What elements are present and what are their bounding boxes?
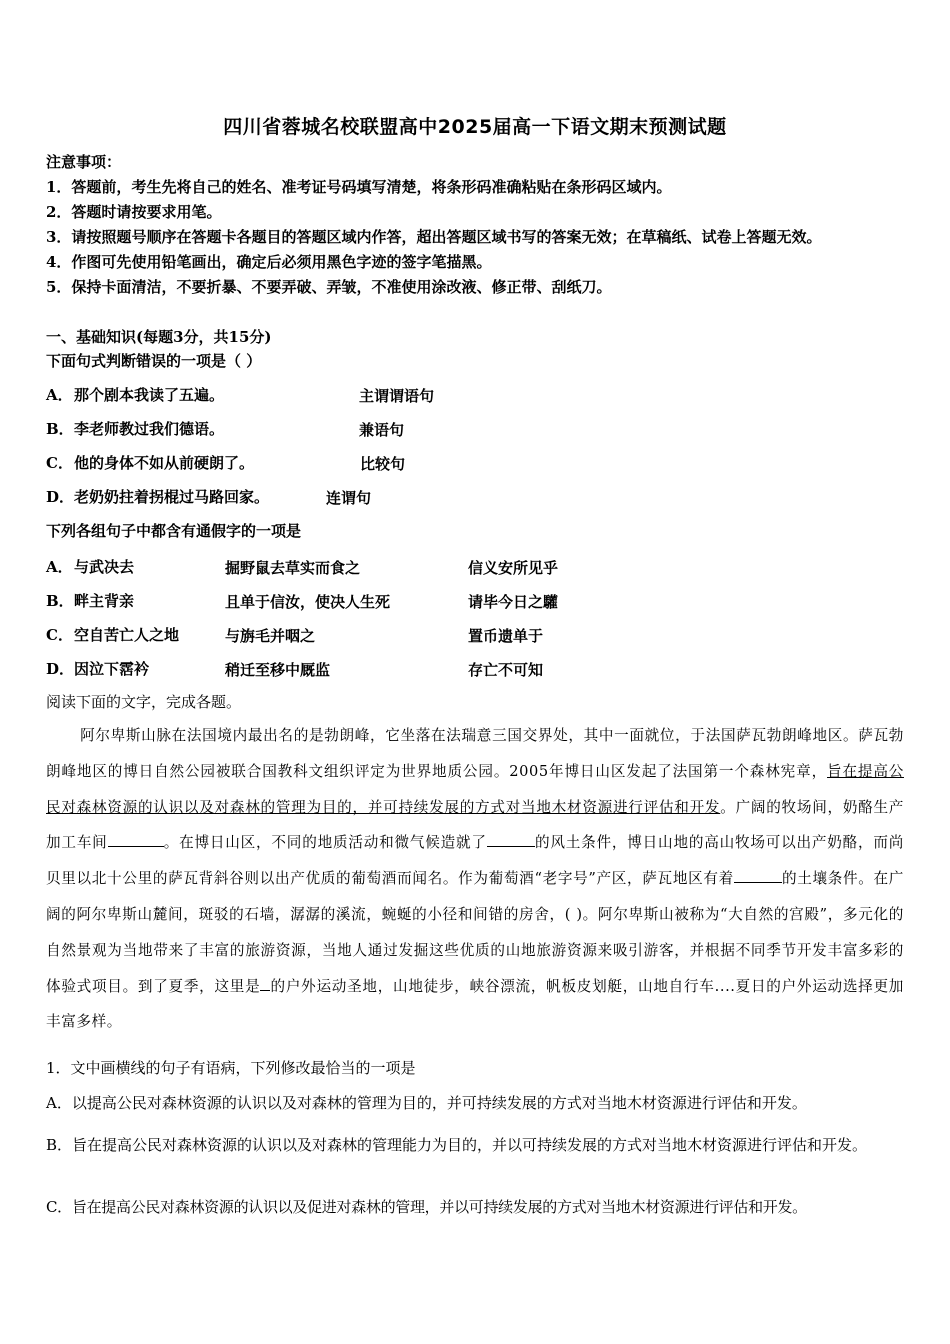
option-col3: 存亡不可知	[468, 661, 544, 679]
passage-text: 的户外运动圣地，山地徒步，峡谷漂流，帆板皮划艇，山地自行车....夏日的户外运动选择更加丰富多样。	[46, 977, 904, 1031]
option-row	[46, 659, 149, 679]
page-title: 四川省蓉城名校联盟高中2025届高一下语文期末预测试题	[223, 116, 727, 138]
option-type: 连谓句	[326, 489, 372, 507]
passage-text: 的土壤条件。在广阔的阿尔卑斯山麓间，斑驳的石墙，潺潺的溪流，蜿蜒的小径和间错的房舍，( )。阿尔卑斯山被称为“大自然的宫殿”，多元化的自然景观为当地带来了丰富的旅游资源，当地人通过发掘这些优质的山地旅游资源来吸引游客，并根据不同季节开发丰富多彩的体验式项目。到了夏季，这里是	[46, 870, 904, 995]
fill-blank	[734, 866, 782, 883]
reading-passage	[46, 718, 904, 1040]
notice-item: 1．答题前，考生先将自己的姓名、准考证号码填写清楚，将条形码准确粘贴在条形码区域内。	[46, 178, 672, 196]
option-row	[46, 625, 179, 645]
question-stem: 下列各组句子中都含有通假字的一项是	[46, 522, 302, 540]
reading-intro: 阅读下面的文字，完成各题。	[46, 693, 242, 711]
option-row	[46, 487, 269, 507]
option-col1: 因泣下霑衿	[74, 660, 150, 678]
passage-text: 阿尔卑斯山脉在法国境内最出名的是勃朗峰，它坐落在法瑞意三国交界处，其中一面就位，于法国萨瓦勃朗峰地区。萨瓦勃朗峰地区的博日自然公园被联合国教科文组织评定为世界地质公园。2005年博日山区发起了法国第一个森林宪章，	[46, 727, 904, 780]
option-row	[46, 453, 254, 473]
fill-blank	[487, 830, 535, 847]
option-label: A．	[46, 558, 73, 576]
passage-text: 。广阔的牧场间，奶酪生产加工车间	[46, 798, 905, 852]
option-col2: 与旃毛并咽之	[225, 627, 316, 645]
fill-blank	[108, 830, 164, 847]
option-row: C．旨在提高公民对森林资源的认识以及促进对森林的管理，并以可持续发展的方式对当地木材资源进行评估和开发。	[46, 1198, 807, 1216]
notice-item: 3．请按照题号顺序在答题卡各题目的答题区域内作答，超出答题区域书写的答案无效；在草稿纸、试卷上答题无效。	[46, 228, 822, 246]
option-label: B．	[46, 592, 74, 610]
option-label: D．	[46, 660, 75, 678]
option-col2: 且单于信汝，使决人生死	[225, 593, 391, 611]
option-row	[46, 591, 134, 611]
fill-blank	[260, 974, 270, 991]
passage-text: 的风土条件，博日山地的高山牧场可以出产奶酪，而尚贝里以北十公里的萨瓦背斜谷则以出产优质的葡萄酒而闻名。作为葡萄酒“老字号”产区，萨瓦地区有着	[46, 834, 905, 888]
option-label: D．	[46, 488, 75, 506]
option-type: 主谓谓语句	[359, 387, 435, 405]
option-text: 他的身体不如从前硬朗了。	[74, 454, 255, 472]
option-label: B．	[46, 420, 74, 438]
option-col3: 请毕今日之驩	[468, 593, 559, 611]
option-row: B．旨在提高公民对森林资源的认识以及对森林的管理能力为目的，并以可持续发展的方式对当地木材资源进行评估和开发。	[46, 1136, 868, 1154]
option-type: 比较句	[360, 455, 406, 473]
option-col2: 掘野鼠去草实而食之	[225, 559, 361, 577]
option-col1: 畔主背亲	[74, 592, 135, 610]
option-col1: 空自苦亡人之地	[74, 626, 180, 644]
underlined-sentence: 旨在提高公民对森林资源的认识以及对森林的管理为目的，并可持续发展的方式对当地木材资源进行评估和开发	[46, 762, 904, 816]
option-col3: 信义安所见乎	[468, 559, 559, 577]
option-label: A．	[46, 386, 73, 404]
option-row	[46, 557, 134, 577]
option-text: 那个剧本我读了五遍。	[74, 386, 225, 404]
question-stem: 下面句式判断错误的一项是（ ）	[46, 352, 262, 370]
option-text: 老奶奶拄着拐棍过马路回家。	[74, 488, 270, 506]
passage-text: 。在博日山区，不同的地质活动和微气候造就了	[163, 834, 487, 852]
option-row	[46, 419, 224, 439]
notice-item: 5．保持卡面清洁，不要折暴、不要弄破、弄皱，不准使用涂改液、修正带、刮纸刀。	[46, 278, 612, 296]
option-col3: 置币遗单于	[468, 627, 544, 645]
option-type: 兼语句	[359, 421, 405, 439]
option-row: A．以提高公民对森林资源的认识以及对森林的管理为目的，并可持续发展的方式对当地木材资源进行评估和开发。	[46, 1094, 807, 1112]
question-stem: 1．文中画横线的句子有语病，下列修改最恰当的一项是	[46, 1059, 416, 1077]
option-text: 李老师教过我们德语。	[74, 420, 225, 438]
option-label: C．	[46, 454, 73, 472]
section-heading: 一、基础知识(每题3分，共15分)	[46, 328, 272, 346]
notice-item: 2．答题时请按要求用笔。	[46, 203, 222, 221]
option-label: C．	[46, 626, 73, 644]
option-col2: 稍迁至移中厩监	[225, 661, 331, 679]
notice-heading: 注意事项：	[46, 153, 122, 171]
option-row	[46, 385, 224, 405]
notice-item: 4．作图可先使用铅笔画出，确定后必须用黑色字迹的签字笔描黑。	[46, 253, 492, 271]
option-col1: 与武决去	[74, 558, 135, 576]
